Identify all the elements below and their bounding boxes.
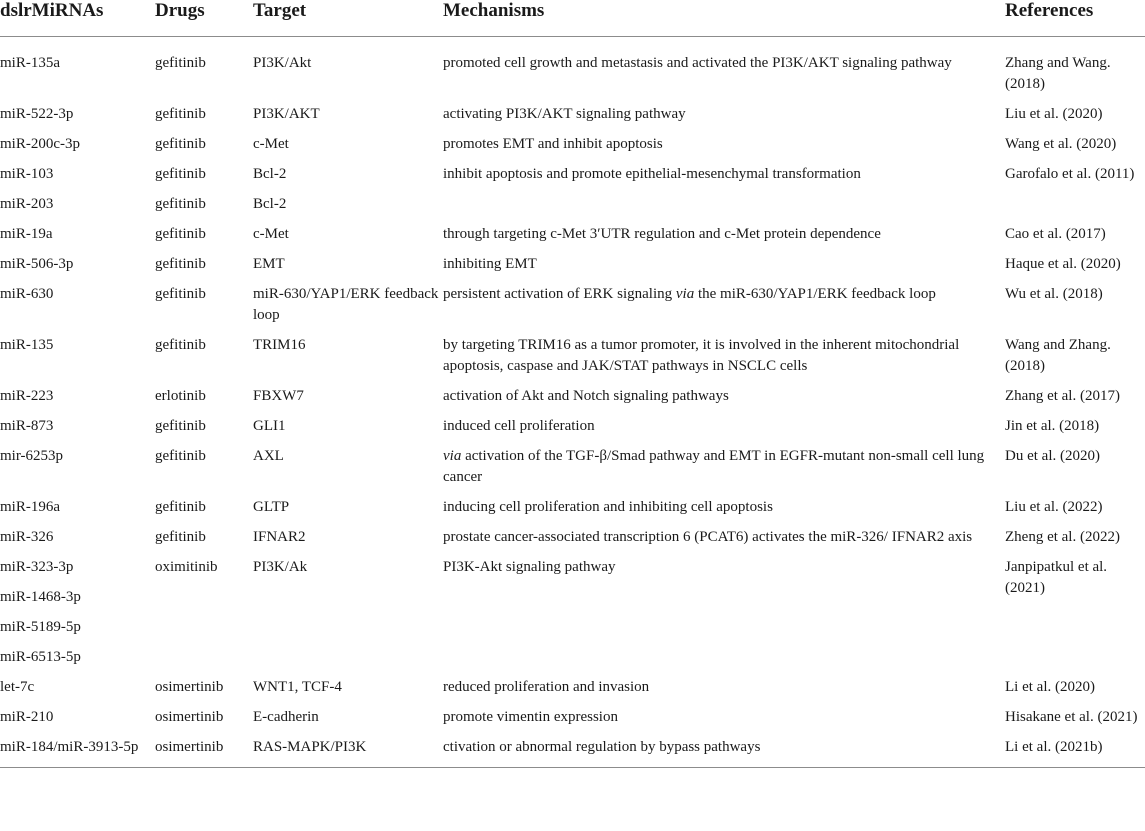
cell-target: GLTP xyxy=(253,499,290,515)
cell-mechanism xyxy=(443,587,1005,617)
table-row xyxy=(0,677,1145,707)
cell-mirna: miR-184/miR-3913-5p xyxy=(0,737,155,768)
cell-drug xyxy=(155,647,253,677)
cell-reference: Cao et al. (2017) xyxy=(1005,226,1106,242)
table-row xyxy=(0,737,1145,768)
header-mechanisms: Mechanisms xyxy=(443,0,1005,37)
cell-drug: osimertinib xyxy=(155,709,224,725)
table-row xyxy=(0,194,1145,224)
table-row xyxy=(0,104,1145,134)
cell-drug: gefitinib xyxy=(155,55,206,71)
cell-drug: gefitinib xyxy=(155,136,206,152)
table-row xyxy=(0,617,1145,647)
cell-mirna: miR-196a xyxy=(0,499,60,515)
cell-target: FBXW7 xyxy=(253,388,304,404)
cell-mechanism xyxy=(443,446,1005,497)
cell-mirna: miR-5189-5p xyxy=(0,619,81,635)
cell-mirna: mir-6253p xyxy=(0,448,64,464)
mechanism-text: persistent activation of ERK signaling xyxy=(443,286,676,302)
cell-mirna: miR-630 xyxy=(0,286,54,302)
cell-reference: Janpipatkul et al. (2021) xyxy=(1005,559,1108,596)
mechanism-italic: via xyxy=(443,448,462,464)
cell-target: Bcl-2 xyxy=(253,166,287,182)
cell-reference: Zhang and Wang. (2018) xyxy=(1005,55,1111,92)
header-references: References xyxy=(1005,0,1145,37)
cell-drug: gefitinib xyxy=(155,529,206,545)
cell-target: PI3K/AKT xyxy=(253,106,320,122)
cell-mirna: miR-326 xyxy=(0,529,54,545)
cell-target: miR-630/YAP1/ERK feedback loop xyxy=(253,286,439,323)
cell-drug: gefitinib xyxy=(155,196,206,212)
cell-reference: Jin et al. (2018) xyxy=(1005,418,1100,434)
cell-reference xyxy=(1005,194,1145,224)
cell-mechanism xyxy=(443,194,1005,224)
cell-mechanism: promoted cell growth and metastasis and activated the PI3K/AKT signaling pathway xyxy=(443,55,952,71)
cell-reference: Li et al. (2021b) xyxy=(1005,737,1145,768)
cell-drug: gefitinib xyxy=(155,499,206,515)
cell-target xyxy=(253,587,443,617)
table-row xyxy=(0,587,1145,617)
cell-mirna: miR-203 xyxy=(0,196,54,212)
cell-mechanism xyxy=(443,284,1005,335)
cell-target: TRIM16 xyxy=(253,337,306,353)
cell-reference: Wang and Zhang. (2018) xyxy=(1005,337,1111,374)
cell-mechanism: activation of Akt and Notch signaling pathways xyxy=(443,388,729,404)
cell-mechanism xyxy=(443,647,1005,677)
cell-reference: Haque et al. (2020) xyxy=(1005,256,1121,272)
cell-reference: Li et al. (2020) xyxy=(1005,679,1095,695)
cell-mirna: miR-522-3p xyxy=(0,106,74,122)
cell-drug: gefitinib xyxy=(155,448,206,464)
cell-drug: gefitinib xyxy=(155,166,206,182)
cell-target: PI3K/Akt xyxy=(253,55,312,71)
table-row xyxy=(0,254,1145,284)
mechanism-text: activation of the TGF-β/Smad pathway and EMT in EGFR-mutant non-small cell lung cancer xyxy=(443,448,985,485)
cell-mechanism: by targeting TRIM16 as a tumor promoter, it is involved in the inherent mitochondrial apoptosis, caspase and JAK/STAT pathways in NSCLC cells xyxy=(443,337,960,374)
cell-reference: Liu et al. (2022) xyxy=(1005,499,1103,515)
cell-mechanism: PI3K-Akt signaling pathway xyxy=(443,559,616,575)
cell-mechanism: inducing cell proliferation and inhibiting cell apoptosis xyxy=(443,499,773,515)
cell-drug: erlotinib xyxy=(155,388,206,404)
table-row xyxy=(0,224,1145,254)
cell-mechanism: activating PI3K/AKT signaling pathway xyxy=(443,106,686,122)
cell-mirna: miR-323-3p xyxy=(0,559,74,575)
cell-mirna: miR-506-3p xyxy=(0,256,74,272)
cell-reference: Wang et al. (2020) xyxy=(1005,136,1117,152)
cell-drug: gefitinib xyxy=(155,226,206,242)
cell-reference: Wu et al. (2018) xyxy=(1005,286,1103,302)
cell-mirna: let-7c xyxy=(0,679,35,695)
cell-target: AXL xyxy=(253,448,284,464)
header-mirnas: dslrMiRNAs xyxy=(0,0,155,37)
cell-drug: gefitinib xyxy=(155,418,206,434)
cell-mechanism: promote vimentin expression xyxy=(443,709,618,725)
cell-drug: osimertinib xyxy=(155,737,253,768)
cell-target: EMT xyxy=(253,256,285,272)
table-row xyxy=(0,497,1145,527)
cell-target xyxy=(253,617,443,647)
header-drugs: Drugs xyxy=(155,0,253,37)
cell-mechanism: through targeting c-Met 3′UTR regulation and c-Met protein dependence xyxy=(443,226,881,242)
cell-mechanism: inhibiting EMT xyxy=(443,256,537,272)
cell-mechanism: prostate cancer-associated transcription 6 (PCAT6) activates the miR-326/ IFNAR2 axis xyxy=(443,529,973,545)
table-row xyxy=(0,527,1145,557)
table-row xyxy=(0,707,1145,737)
cell-reference: Zheng et al. (2022) xyxy=(1005,529,1120,545)
table-row xyxy=(0,557,1145,587)
cell-mirna: miR-1468-3p xyxy=(0,589,81,605)
cell-drug: gefitinib xyxy=(155,106,206,122)
cell-mechanism: ctivation or abnormal regulation by bypass pathways xyxy=(443,737,1005,768)
cell-drug xyxy=(155,587,253,617)
cell-drug: gefitinib xyxy=(155,337,206,353)
table-row xyxy=(0,647,1145,677)
mechanism-text: the miR-630/YAP1/ERK feedback loop xyxy=(694,286,936,302)
cell-target: Bcl-2 xyxy=(253,196,287,212)
cell-mechanism: induced cell proliferation xyxy=(443,418,595,434)
cell-target xyxy=(253,647,443,677)
cell-drug: gefitinib xyxy=(155,256,206,272)
cell-mirna: miR-135a xyxy=(0,55,60,71)
cell-mirna: miR-103 xyxy=(0,166,54,182)
cell-target: c-Met xyxy=(253,226,289,242)
cell-mirna: miR-223 xyxy=(0,388,54,404)
header-row xyxy=(0,0,1145,37)
cell-mechanism xyxy=(443,617,1005,647)
cell-drug xyxy=(155,617,253,647)
table-row xyxy=(0,284,1145,335)
table-row xyxy=(0,335,1145,386)
table-row xyxy=(0,416,1145,446)
cell-mirna: miR-6513-5p xyxy=(0,649,81,665)
cell-target: RAS-MAPK/PI3K xyxy=(253,737,443,768)
cell-mechanism: promotes EMT and inhibit apoptosis xyxy=(443,136,663,152)
header-target: Target xyxy=(253,0,443,37)
cell-mirna: miR-210 xyxy=(0,709,54,725)
table-row xyxy=(0,446,1145,497)
cell-target: c-Met xyxy=(253,136,289,152)
cell-mirna: miR-200c-3p xyxy=(0,136,80,152)
table-row xyxy=(0,134,1145,164)
cell-target: E-cadherin xyxy=(253,709,319,725)
table-header xyxy=(0,0,1145,37)
cell-mirna: miR-19a xyxy=(0,226,53,242)
table-row xyxy=(0,386,1145,416)
cell-reference: Zhang et al. (2017) xyxy=(1005,388,1120,404)
cell-mirna: miR-135 xyxy=(0,337,54,353)
cell-mirna: miR-873 xyxy=(0,418,54,434)
cell-drug: oximitinib xyxy=(155,559,218,575)
cell-reference: Du et al. (2020) xyxy=(1005,448,1100,464)
table-body xyxy=(0,37,1145,768)
cell-target: GLI1 xyxy=(253,418,286,434)
cell-mechanism: reduced proliferation and invasion xyxy=(443,679,650,695)
table-row xyxy=(0,164,1145,194)
cell-reference: Hisakane et al. (2021) xyxy=(1005,709,1138,725)
cell-drug: osimertinib xyxy=(155,679,224,695)
cell-target: IFNAR2 xyxy=(253,529,306,545)
cell-reference: Garofalo et al. (2011) xyxy=(1005,166,1135,182)
cell-drug: gefitinib xyxy=(155,286,206,302)
cell-reference: Liu et al. (2020) xyxy=(1005,106,1103,122)
cell-target: WNT1, TCF-4 xyxy=(253,679,342,695)
mechanism-italic: via xyxy=(675,286,695,302)
table-row xyxy=(0,37,1145,105)
cell-mechanism: inhibit apoptosis and promote epithelial-mesenchymal transformation xyxy=(443,166,861,182)
cell-target: PI3K/Ak xyxy=(253,559,308,575)
